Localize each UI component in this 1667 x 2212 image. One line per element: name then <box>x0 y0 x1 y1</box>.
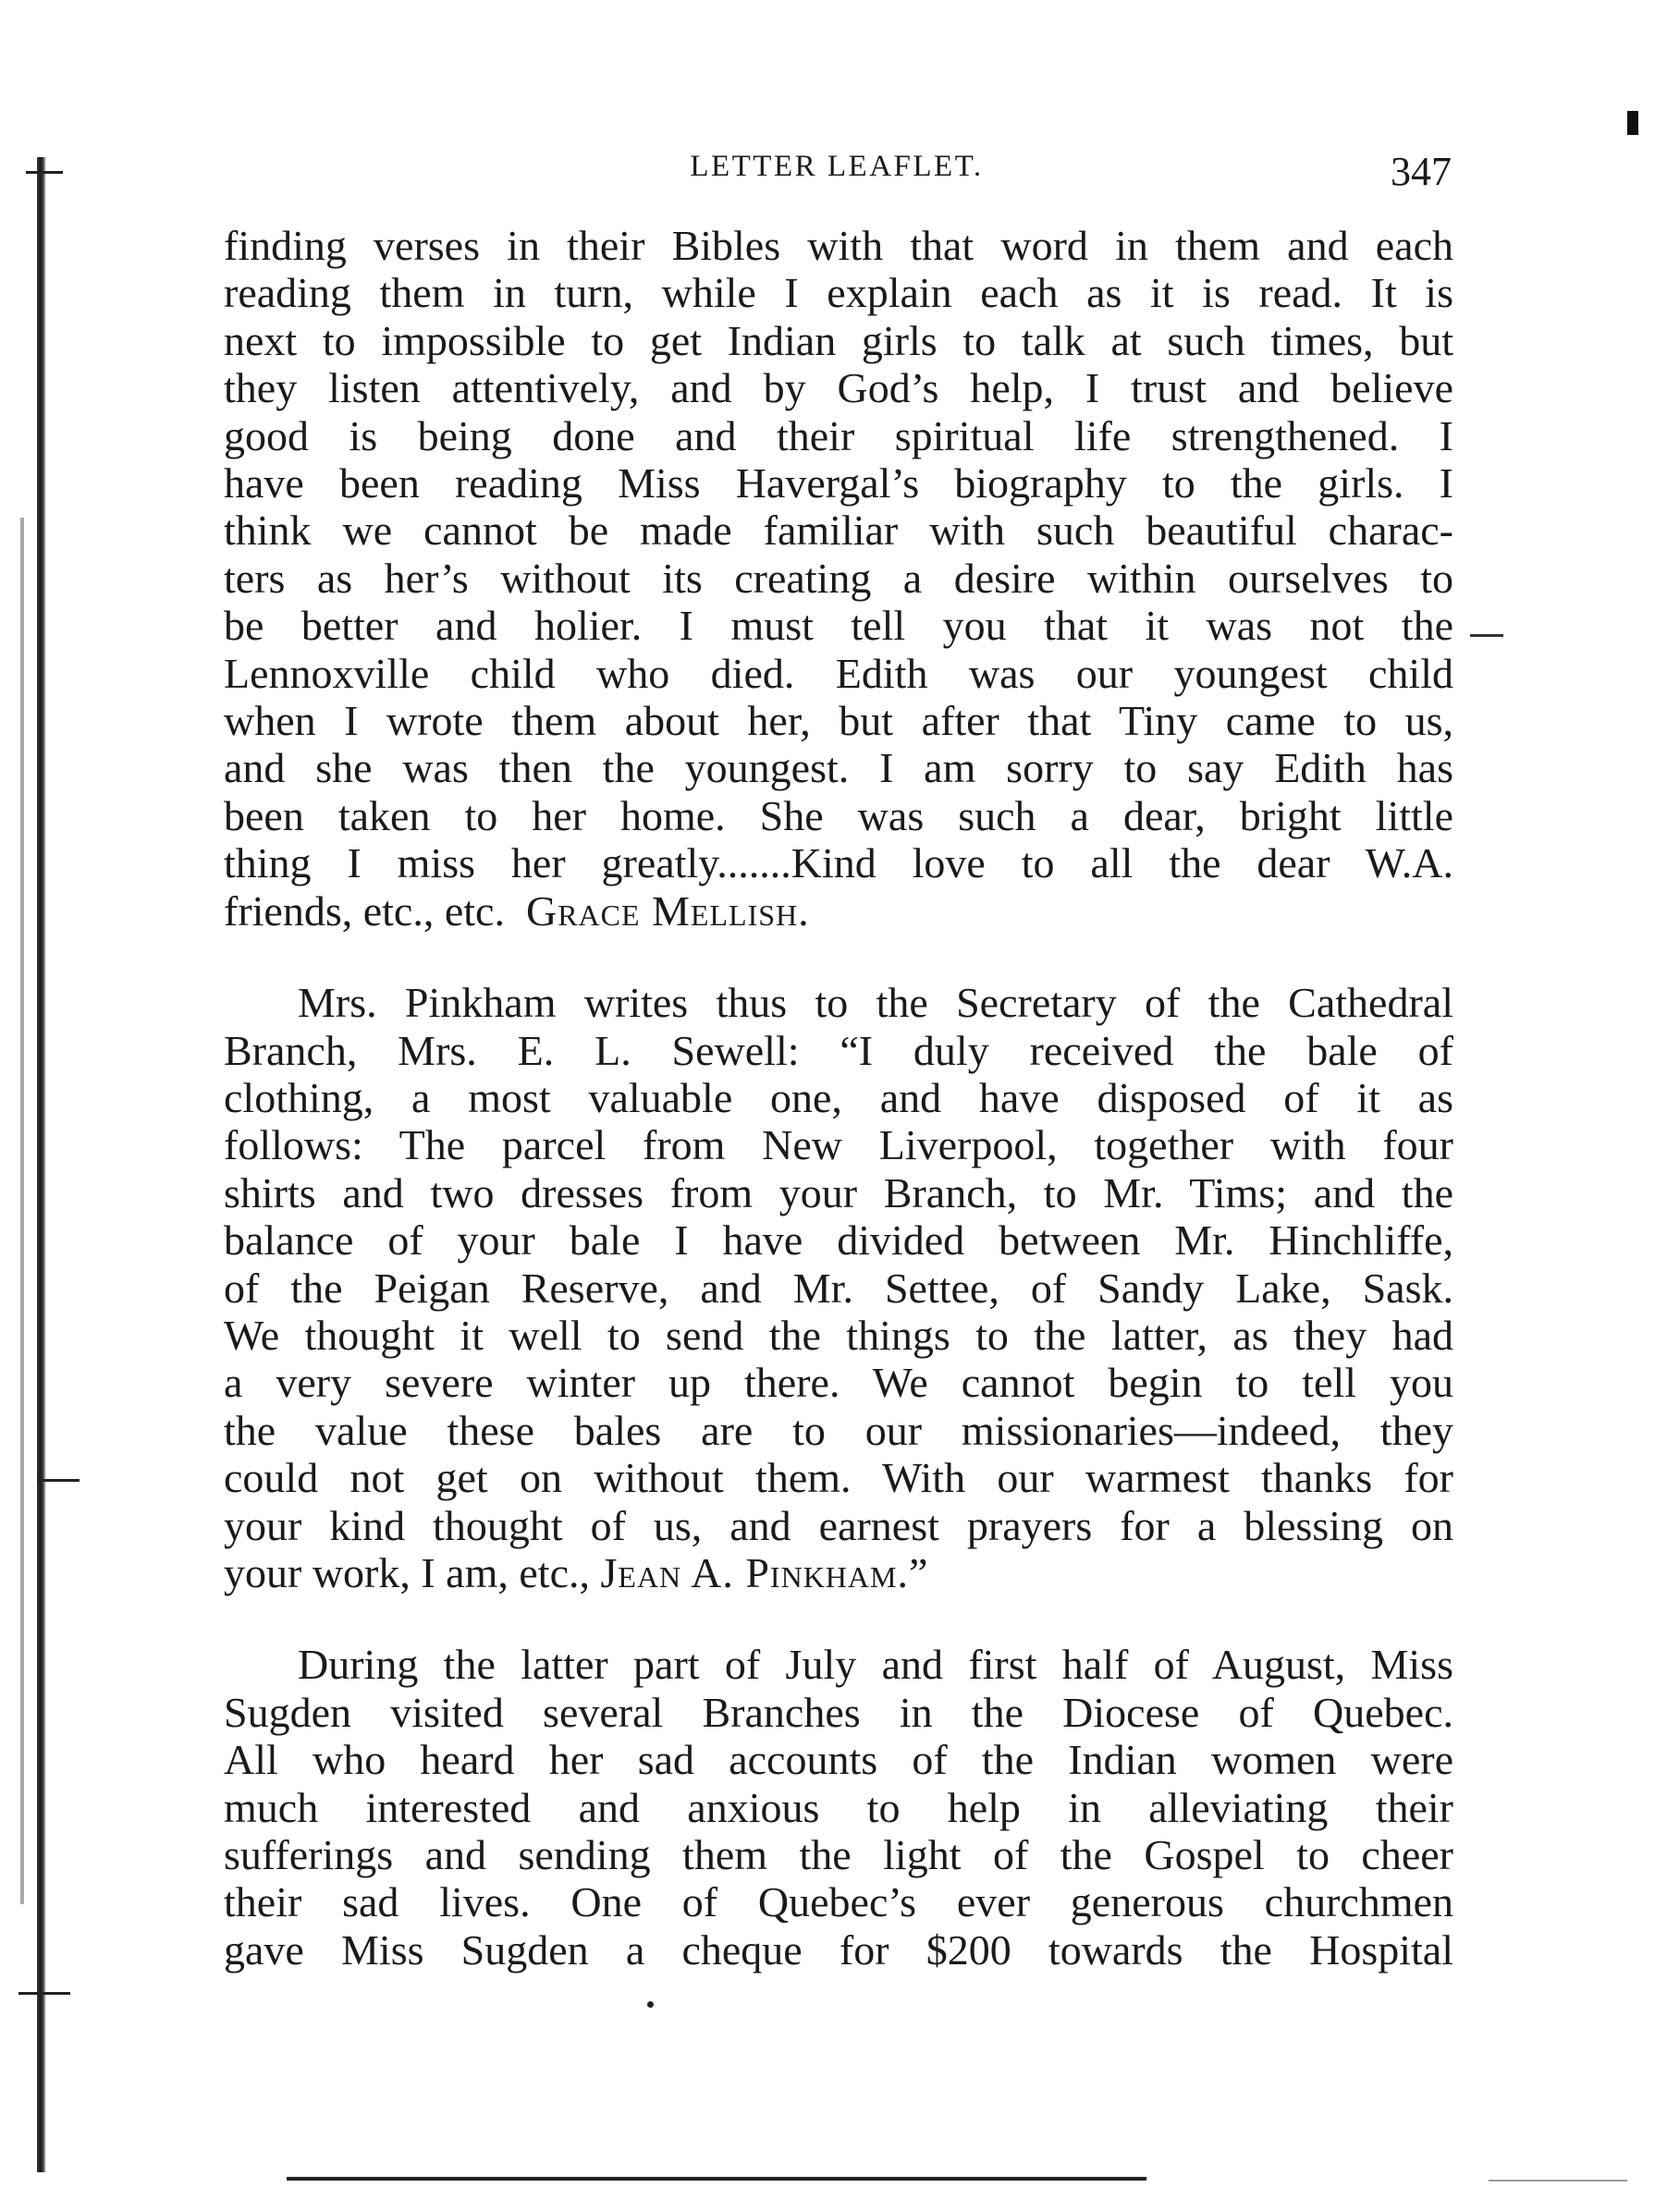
closing-text: your work, I am, etc., <box>224 1548 590 1596</box>
text-line: could not get on without them. With our warmest thanks for <box>224 1454 1453 1502</box>
text-line: reading them in turn, while I explain each as it is read. It is <box>224 269 1453 317</box>
text-line: thing I miss her greatly.......Kind love to all the dear W.A. <box>224 839 1453 887</box>
text-line: they listen attentively, and by God’s help, I trust and believe <box>224 364 1453 412</box>
binding-shadow-faint <box>20 518 24 1904</box>
text-line: a very severe winter up there. We cannot begin to tell you <box>224 1359 1453 1407</box>
text-line: ters as her’s without its creating a desire within ourselves to <box>224 554 1453 602</box>
closing-line <box>224 1549 1453 1596</box>
running-title: LETTER LEAFLET. <box>690 150 984 183</box>
text-line: next to impossible to get Indian girls to talk at such times, but <box>224 316 1453 364</box>
text-line: your kind thought of us, and earnest prayers for a blessing on <box>224 1501 1453 1549</box>
paragraph-3 <box>224 1641 1453 1974</box>
binding-shadow <box>37 157 46 2172</box>
text-line: During the latter part of July and first half of August, Miss <box>298 1641 1453 1689</box>
paragraph-2 <box>224 979 1453 1596</box>
text-line: All who heard her sad accounts of the Indian women were <box>224 1736 1453 1784</box>
text-line: of the Peigan Reserve, and Mr. Settee, of Sandy Lake, Sask. <box>224 1264 1453 1312</box>
text-line: be better and holier. I must tell you that it was not the <box>224 602 1453 650</box>
text-line: balance of your bale I have divided between Mr. Hinchliffe, <box>224 1216 1453 1265</box>
text-line: and she was then the youngest. I am sorry to say Edith has <box>224 744 1453 792</box>
text-line: their sad lives. One of Quebec’s ever generous churchmen <box>224 1878 1453 1926</box>
text-line: We thought it well to send the things to the latter, as they had <box>224 1311 1453 1359</box>
signature: Jean A. Pinkham.” <box>600 1548 929 1596</box>
text-line: the value these bales are to our missionaries—indeed, they <box>224 1406 1453 1454</box>
text-line: think we cannot be made familiar with such beautiful charac- <box>224 507 1453 555</box>
text-line: finding verses in their Bibles with that word in them and each <box>224 222 1453 269</box>
body-text <box>224 222 1453 1974</box>
text-line: have been reading Miss Havergal’s biography to the girls. I <box>224 459 1453 507</box>
text-line: Lennoxville child who died. Edith was our youngest child <box>224 649 1453 697</box>
text-line: gave Miss Sugden a cheque for $200 towards the Hospital <box>224 1925 1453 1974</box>
edge-mark <box>26 171 63 174</box>
ink-dot <box>647 2001 654 2008</box>
margin-dash <box>1470 634 1503 637</box>
text-line: much interested and anxious to help in alleviating their <box>224 1783 1453 1831</box>
paragraph-gap <box>224 1596 1453 1641</box>
bottom-rule-faint <box>1489 2180 1627 2181</box>
edge-mark <box>37 1479 80 1482</box>
text-line: good is being done and their spiritual life strengthened. I <box>224 411 1453 459</box>
closing-text: friends, etc., etc. <box>224 886 505 935</box>
scan-corner-mark <box>1627 111 1638 135</box>
text-line: Mrs. Pinkham writes thus to the Secretary of the Cathedral <box>298 979 1453 1027</box>
text-line: shirts and two dresses from your Branch, to Mr. Tims; and the <box>224 1168 1453 1216</box>
text-line: sufferings and sending them the light of the Gospel to cheer <box>224 1831 1453 1878</box>
running-head <box>222 148 1452 203</box>
text-line: follows: The parcel from New Liverpool, together with four <box>224 1121 1453 1169</box>
page-number: 347 <box>1391 149 1452 194</box>
text-line: been taken to her home. She was such a dear, bright little <box>224 791 1453 839</box>
text-line: clothing, a most valuable one, and have disposed of it as <box>224 1073 1453 1121</box>
bottom-rule <box>287 2177 1146 2181</box>
signature: Grace Mellish. <box>525 886 810 935</box>
text-line: Branch, Mrs. E. L. Sewell: “I duly received the bale of <box>224 1026 1453 1074</box>
text-line: when I wrote them about her, but after that Tiny came to us, <box>224 697 1453 745</box>
closing-line <box>224 887 1453 935</box>
text-line: Sugden visited several Branches in the Diocese of Quebec. <box>224 1688 1453 1736</box>
edge-mark <box>18 1992 70 1995</box>
paragraph-gap <box>224 935 1453 979</box>
paragraph-1 <box>224 222 1453 935</box>
